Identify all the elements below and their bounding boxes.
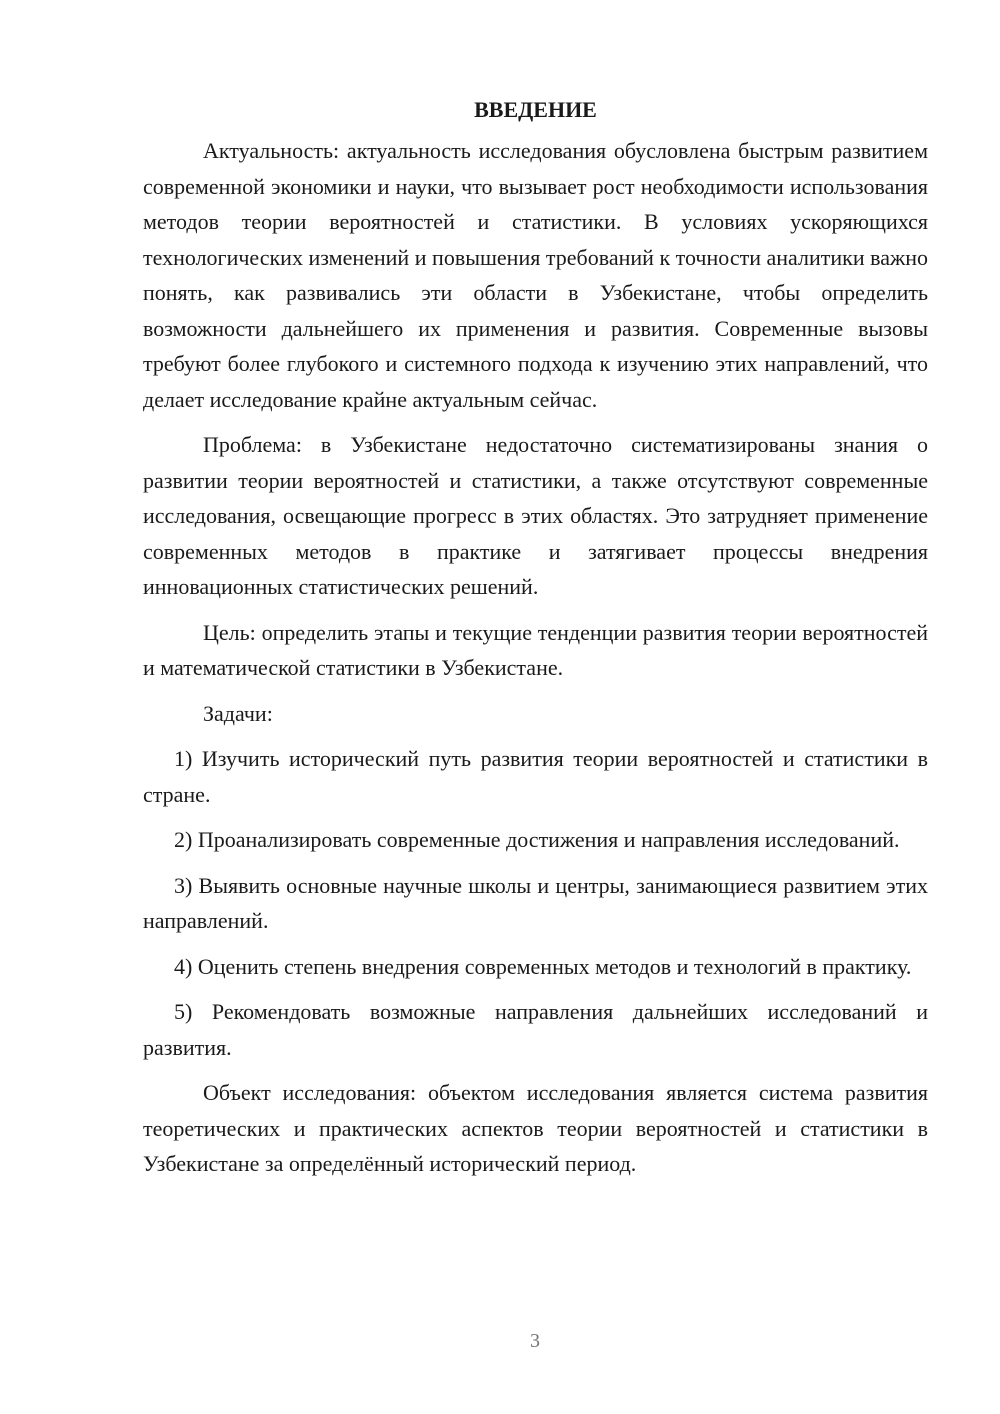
task-item-4: 4) Оценить степень внедрения современных методов и технологий в практику. <box>174 953 912 979</box>
paragraph-tasks-label: Задачи: <box>203 700 273 726</box>
paragraph-problem: Проблема: в Узбекистане недостаточно систематизированы знания о развитии теории вероятностей и статистики, а также отсутствуют современные исследования, освещающие прогресс в этих областях. Это затрудняет применение современных методов в практике и затягивает процессы внедрения инновационных статистических решений. <box>143 432 928 599</box>
paragraph-object: Объект исследования: объектом исследования является система развития теоретических и практических аспектов теории вероятностей и статистики в Узбекистане за определённый исторический период. <box>143 1080 928 1176</box>
task-item-1: 1) Изучить исторический путь развития теории вероятностей и статистики в стране. <box>143 746 928 807</box>
page-number: 3 <box>530 1330 540 1352</box>
document-page <box>143 92 928 1192</box>
task-item-5: 5) Рекомендовать возможные направления дальнейших исследований и развития. <box>143 999 928 1060</box>
task-item-2: 2) Проанализировать современные достижения и направления исследований. <box>174 827 900 852</box>
paragraph-goal: Цель: определить этапы и текущие тенденции развития теории вероятностей и математической статистики в Узбекистане. <box>143 619 928 680</box>
paragraph-relevance: Актуальность: актуальность исследования обусловлена быстрым развитием современной экономики и науки, что вызывает рост необходимости использования методов теории вероятностей и статистики. В условиях ускоряющихся технологических изменений и повышения требований к точности аналитики важно понять, как развивались эти области в Узбекистане, чтобы определить возможности дальнейшего их применения и развития. Современные вызовы требуют более глубокого и системного подхода к изучению этих направлений, что делает исследование крайне актуальным сейчас. <box>143 138 928 412</box>
task-item-3: 3) Выявить основные научные школы и центры, занимающиеся развитием этих направлений. <box>143 872 928 933</box>
page-title: ВВЕДЕНИЕ <box>474 97 597 122</box>
